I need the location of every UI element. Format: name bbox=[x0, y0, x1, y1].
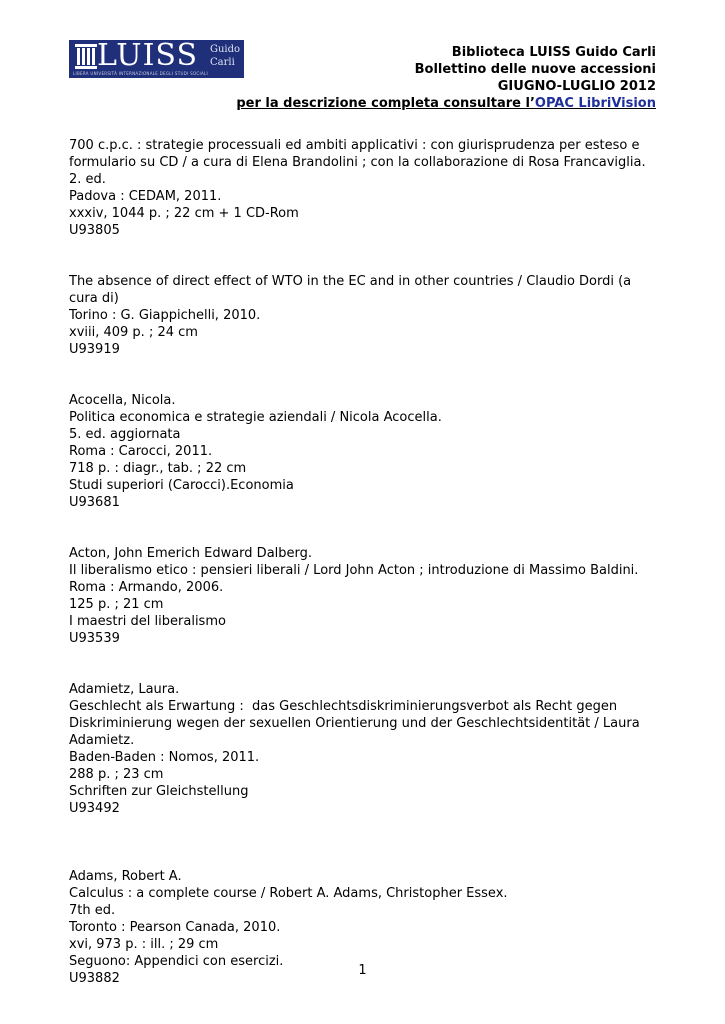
record-line: Seguono: Appendici con esercizi. bbox=[69, 954, 284, 969]
record-line: 125 p. ; 21 cm bbox=[69, 597, 164, 612]
record-line: xviii, 409 p. ; 24 cm bbox=[69, 325, 198, 340]
record-line: U93681 bbox=[69, 495, 120, 510]
record-line: Baden-Baden : Nomos, 2011. bbox=[69, 750, 260, 765]
record-line: Roma : Armando, 2006. bbox=[69, 580, 224, 595]
record-line: 700 c.p.c. : strategie processuali ed ambiti applicativi : con giurisprudenza per esteso e formulario su CD / a cura di Elena Brandolini ; con la collaborazione di Rosa Francaviglia. bbox=[69, 138, 646, 170]
logo-tagline: LIBERA UNIVERSITÀ INTERNAZIONALE DEGLI STUDI SOCIALI bbox=[73, 71, 209, 76]
record-line: 7th ed. bbox=[69, 903, 116, 918]
record-line: xxxiv, 1044 p. ; 22 cm + 1 CD-Rom bbox=[69, 206, 299, 221]
record-line: 288 p. ; 23 cm bbox=[69, 767, 164, 782]
record-line: I maestri del liberalismo bbox=[69, 614, 226, 629]
logo-subtitle: Guido Carli bbox=[210, 44, 241, 68]
colonnade-icon bbox=[75, 44, 97, 70]
record-line: U93492 bbox=[69, 801, 120, 816]
catalog-record bbox=[69, 545, 659, 647]
record-line: Geschlecht als Erwartung : das Geschlechtsdiskriminierungsverbot als Recht gegen Diskriminierung wegen der sexuellen Orientierung und der Geschlechtsidentität / Laura Adamietz. bbox=[69, 699, 644, 748]
record-line: Politica economica e strategie aziendali / Nicola Acocella. bbox=[69, 410, 442, 425]
logo-word: LUISS bbox=[97, 40, 198, 73]
accession-records bbox=[69, 137, 659, 987]
record-line: Calculus : a complete course / Robert A. Adams, Christopher Essex. bbox=[69, 886, 508, 901]
record-line: xvi, 973 p. : ill. ; 29 cm bbox=[69, 937, 219, 952]
record-line: U93919 bbox=[69, 342, 120, 357]
record-line: Adams, Robert A. bbox=[69, 869, 182, 884]
record-line: Acton, John Emerich Edward Dalberg. bbox=[69, 546, 313, 561]
page-number: 1 bbox=[358, 963, 367, 978]
record-line: U93805 bbox=[69, 223, 120, 238]
record-line: Schriften zur Gleichstellung bbox=[69, 784, 249, 799]
bulletin-period: GIUGNO-LUGLIO 2012 bbox=[497, 79, 656, 94]
record-line: Studi superiori (Carocci).Economia bbox=[69, 478, 294, 493]
record-line: Acocella, Nicola. bbox=[69, 393, 176, 408]
record-line: 2. ed. bbox=[69, 172, 106, 187]
catalog-record bbox=[69, 681, 659, 817]
opac-link-line[interactable] bbox=[236, 95, 656, 112]
catalog-record bbox=[69, 392, 659, 511]
record-line: Roma : Carocci, 2011. bbox=[69, 444, 213, 459]
library-name: Biblioteca LUISS Guido Carli bbox=[451, 45, 656, 60]
record-line: Torino : G. Giappichelli, 2010. bbox=[69, 308, 261, 323]
record-line: Adamietz, Laura. bbox=[69, 682, 180, 697]
opac-link-prefix: per la descrizione completa consultare l’ bbox=[236, 96, 535, 111]
record-line: U93882 bbox=[69, 971, 120, 986]
bulletin-header bbox=[236, 44, 656, 112]
record-line: The absence of direct effect of WTO in the EC and in other countries / Claudio Dordi (a cura di) bbox=[69, 274, 636, 306]
record-line: 5. ed. aggiornata bbox=[69, 427, 181, 442]
catalog-record bbox=[69, 137, 659, 239]
record-line: Toronto : Pearson Canada, 2010. bbox=[69, 920, 281, 935]
record-line: Il liberalismo etico : pensieri liberali / Lord John Acton ; introduzione di Massimo Baldini. bbox=[69, 563, 639, 578]
bulletin-title: Bollettino delle nuove accessioni bbox=[414, 62, 656, 77]
luiss-logo bbox=[69, 40, 244, 78]
catalog-record bbox=[69, 273, 659, 358]
opac-link[interactable]: OPAC LibriVision bbox=[534, 96, 656, 111]
record-line: 718 p. : diagr., tab. ; 22 cm bbox=[69, 461, 247, 476]
record-line: Padova : CEDAM, 2011. bbox=[69, 189, 222, 204]
record-line: U93539 bbox=[69, 631, 120, 646]
